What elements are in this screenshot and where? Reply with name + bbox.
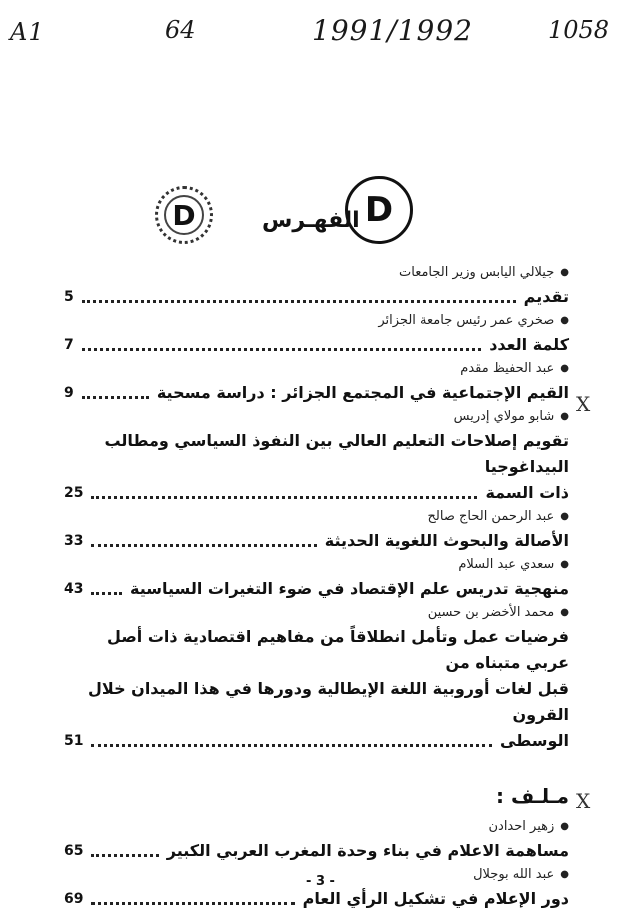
section-heading: مـلـف : (496, 784, 569, 808)
entry-page: 69 (64, 891, 84, 907)
bullet-icon: ● (560, 411, 569, 422)
entry-page: 33 (64, 533, 84, 549)
table-of-contents (64, 262, 569, 912)
entry-title: الأصالة والبحوث اللغوية الحديثة (324, 531, 569, 550)
toc-entry (64, 358, 569, 406)
stamp-big: D (345, 176, 413, 244)
entry-title-continued[interactable]: قبل لغات أوروبية اللغة الإيطالية ودورها في هذا الميدان خلال القرون (88, 679, 569, 724)
entry-page: 43 (64, 581, 84, 597)
entry-page: 51 (64, 733, 84, 749)
toc-entry (64, 406, 569, 506)
toc-entry (64, 602, 569, 754)
entry-author: ● محمد الأخضر بن حسين (64, 602, 569, 624)
entry-author: ● عبد الرحمن الحاج صالح (64, 506, 569, 528)
entry-title-line[interactable] (64, 380, 569, 406)
entry-title-continued[interactable]: فرضيات عمل وتأمل انطلاقاً من مفاهيم اقتصادية ذات أصل عربي متبناه من (107, 627, 569, 672)
entry-page: 65 (64, 843, 84, 859)
entry-title: دور الإعلام في تشكيل الرأي العام (302, 889, 569, 908)
toc-entry (64, 554, 569, 602)
leader-dots (91, 544, 316, 547)
leader-dots (91, 902, 294, 905)
bullet-icon: ● (560, 315, 569, 326)
entry-page: 25 (64, 485, 84, 501)
entry-title-line[interactable] (64, 284, 569, 310)
stamp-small (155, 186, 213, 244)
bullet-icon: ● (560, 869, 569, 880)
handwritten-reference: 1058 (548, 16, 610, 44)
entry-title-line[interactable] (64, 838, 569, 864)
entry-author: ● شابو مولاي إدريس (64, 406, 569, 428)
entry-title: كلمة العدد (489, 335, 569, 354)
entry-title: منهجية تدريس علم الإقتصاد في ضوء التغيرات السياسية (130, 579, 569, 598)
margin-mark: X (576, 789, 591, 813)
entry-title-line[interactable] (64, 886, 569, 912)
bullet-icon: ● (560, 511, 569, 522)
toc-entry (64, 310, 569, 358)
bullet-icon: ● (560, 267, 569, 278)
toc-title: الفهـرس (262, 208, 360, 233)
bullet-icon: ● (560, 607, 569, 618)
toc-entry (64, 816, 569, 864)
entry-title: مساهمة الاعلام في بناء وحدة المغرب العربي الكبير (166, 841, 569, 860)
margin-mark: X (576, 392, 591, 416)
entry-title-line[interactable] (64, 528, 569, 554)
leader-dots (82, 348, 481, 351)
entry-author: ● عبد الله بوجلال (64, 864, 569, 886)
bullet-icon: ● (560, 559, 569, 570)
entry-author: ● عبد الحفيظ مقدم (64, 358, 569, 380)
entry-author: ● جيلالي اليابس وزير الجامعات (64, 262, 569, 284)
handwritten-number: 64 (165, 16, 196, 44)
handwritten-year: 1991/1992 (312, 14, 473, 47)
leader-dots (91, 592, 122, 595)
bullet-icon: ● (560, 363, 569, 374)
entry-page: 9 (64, 385, 74, 401)
entry-title-continued[interactable]: تقويم إصلاحات التعليم العالي بين النفوذ السياسي ومطالب البيداغوجيا (104, 431, 569, 476)
entry-title-line[interactable] (64, 332, 569, 358)
entry-author: ● صخري عمر رئيس جامعة الجزائر (64, 310, 569, 332)
leader-dots (91, 744, 491, 747)
entry-author: ● سعدي عبد السلام (64, 554, 569, 576)
entry-title: القيم الإجتماعية في المجتمع الجزائر : دراسة مسحية (156, 383, 569, 402)
entry-author: ● زهير احدادن (64, 816, 569, 838)
stamp-small-letter: D (164, 195, 204, 235)
entry-title-line[interactable] (64, 480, 569, 506)
entry-title-line[interactable] (64, 728, 569, 754)
entry-title: تقديم (523, 287, 569, 306)
leader-dots (91, 854, 158, 857)
entry-title: الوسطى (499, 731, 569, 750)
leader-dots (91, 496, 477, 499)
entry-page: 5 (64, 289, 74, 305)
entry-title-line[interactable] (64, 576, 569, 602)
toc-entry (64, 506, 569, 554)
page-number: - 3 - (306, 874, 335, 889)
toc-entry (64, 262, 569, 310)
leader-dots (82, 300, 516, 303)
bullet-icon: ● (560, 821, 569, 832)
entry-title: ذات السمة (485, 483, 569, 502)
handwritten-code: A1 (10, 18, 45, 46)
leader-dots (82, 396, 149, 399)
entry-page: 7 (64, 337, 74, 353)
